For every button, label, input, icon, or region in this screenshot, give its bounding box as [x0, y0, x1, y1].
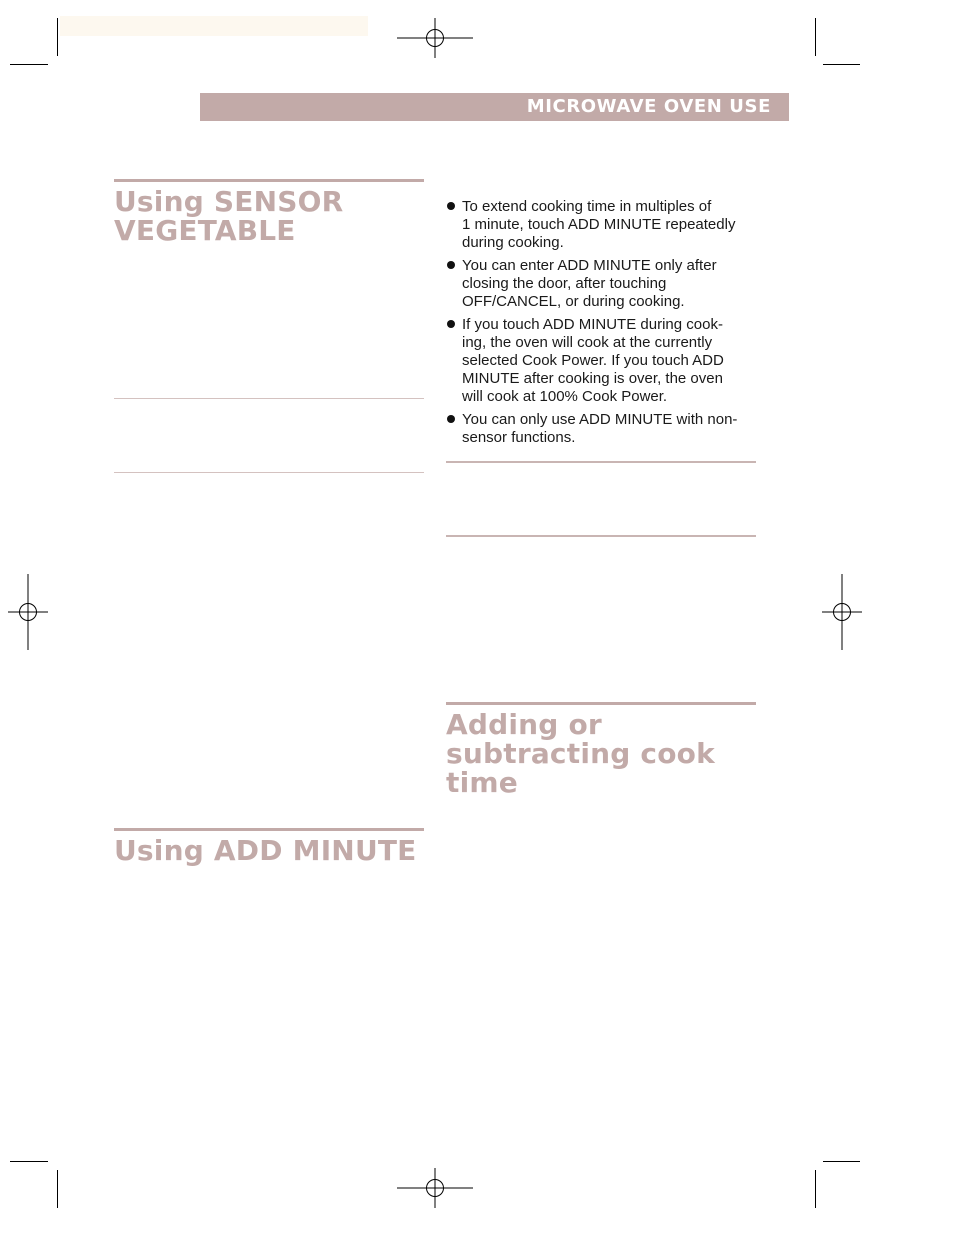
divider-line [114, 398, 424, 399]
title-line: Using SENSOR [114, 185, 344, 218]
bullet-line: OFF/CANCEL, or during cooking. [462, 293, 685, 310]
registration-mark-icon [397, 18, 473, 58]
add-minute-title [114, 836, 417, 865]
crop-mark [815, 18, 816, 56]
bullet-icon [447, 320, 455, 328]
bullet-line: To extend cooking time in multiples of [462, 198, 712, 215]
section-rule [446, 702, 756, 705]
crop-mark [57, 1170, 58, 1208]
bullet-line: during cooking. [462, 234, 564, 251]
title-line: subtracting cook [446, 737, 715, 770]
adding-subtracting-title [446, 710, 715, 797]
registration-mark-icon [822, 574, 862, 650]
bullet-line: sensor functions. [462, 429, 576, 446]
section-rule [114, 179, 424, 182]
bullet-line: You can only use ADD MINUTE with non- [462, 411, 738, 428]
section-rule [114, 828, 424, 831]
divider-line [446, 461, 756, 463]
bullet-line: 1 minute, touch ADD MINUTE repeatedly [462, 216, 736, 233]
bullet-item [446, 198, 766, 252]
divider-line [114, 472, 424, 473]
crop-mark [10, 1161, 48, 1162]
bullet-icon [447, 202, 455, 210]
crop-mark [10, 64, 48, 65]
title-line: Using ADD MINUTE [114, 834, 417, 867]
title-line: Adding or [446, 708, 602, 741]
bullet-line: closing the door, after touching [462, 275, 667, 292]
bullet-line: will cook at 100% Cook Power. [462, 388, 668, 405]
registration-mark-icon [397, 1168, 473, 1208]
add-minute-bullet-list [446, 198, 766, 452]
bullet-item [446, 411, 766, 447]
header-title: MICROWAVE OVEN USE [526, 96, 771, 117]
crop-mark [815, 1170, 816, 1208]
bullet-item [446, 316, 766, 406]
bullet-line: MINUTE after cooking is over, the oven [462, 370, 723, 387]
title-line: time [446, 766, 518, 799]
bullet-line: selected Cook Power. If you touch ADD [462, 352, 724, 369]
crop-mark [823, 64, 860, 65]
bullet-line: You can enter ADD MINUTE only after [462, 257, 717, 274]
sensor-vegetable-title [114, 187, 343, 245]
bullet-item [446, 257, 766, 311]
divider-line [446, 535, 756, 537]
bullet-icon [447, 261, 455, 269]
crop-mark [57, 18, 58, 56]
crop-mark [823, 1161, 860, 1162]
bullet-line: ing, the oven will cook at the currently [462, 334, 713, 351]
title-line: VEGETABLE [114, 214, 296, 247]
top-tint-strip [60, 16, 368, 36]
bullet-icon [447, 415, 455, 423]
registration-mark-icon [8, 574, 48, 650]
bullet-line: If you touch ADD MINUTE during cook- [462, 316, 723, 333]
section-header-band [200, 93, 789, 121]
